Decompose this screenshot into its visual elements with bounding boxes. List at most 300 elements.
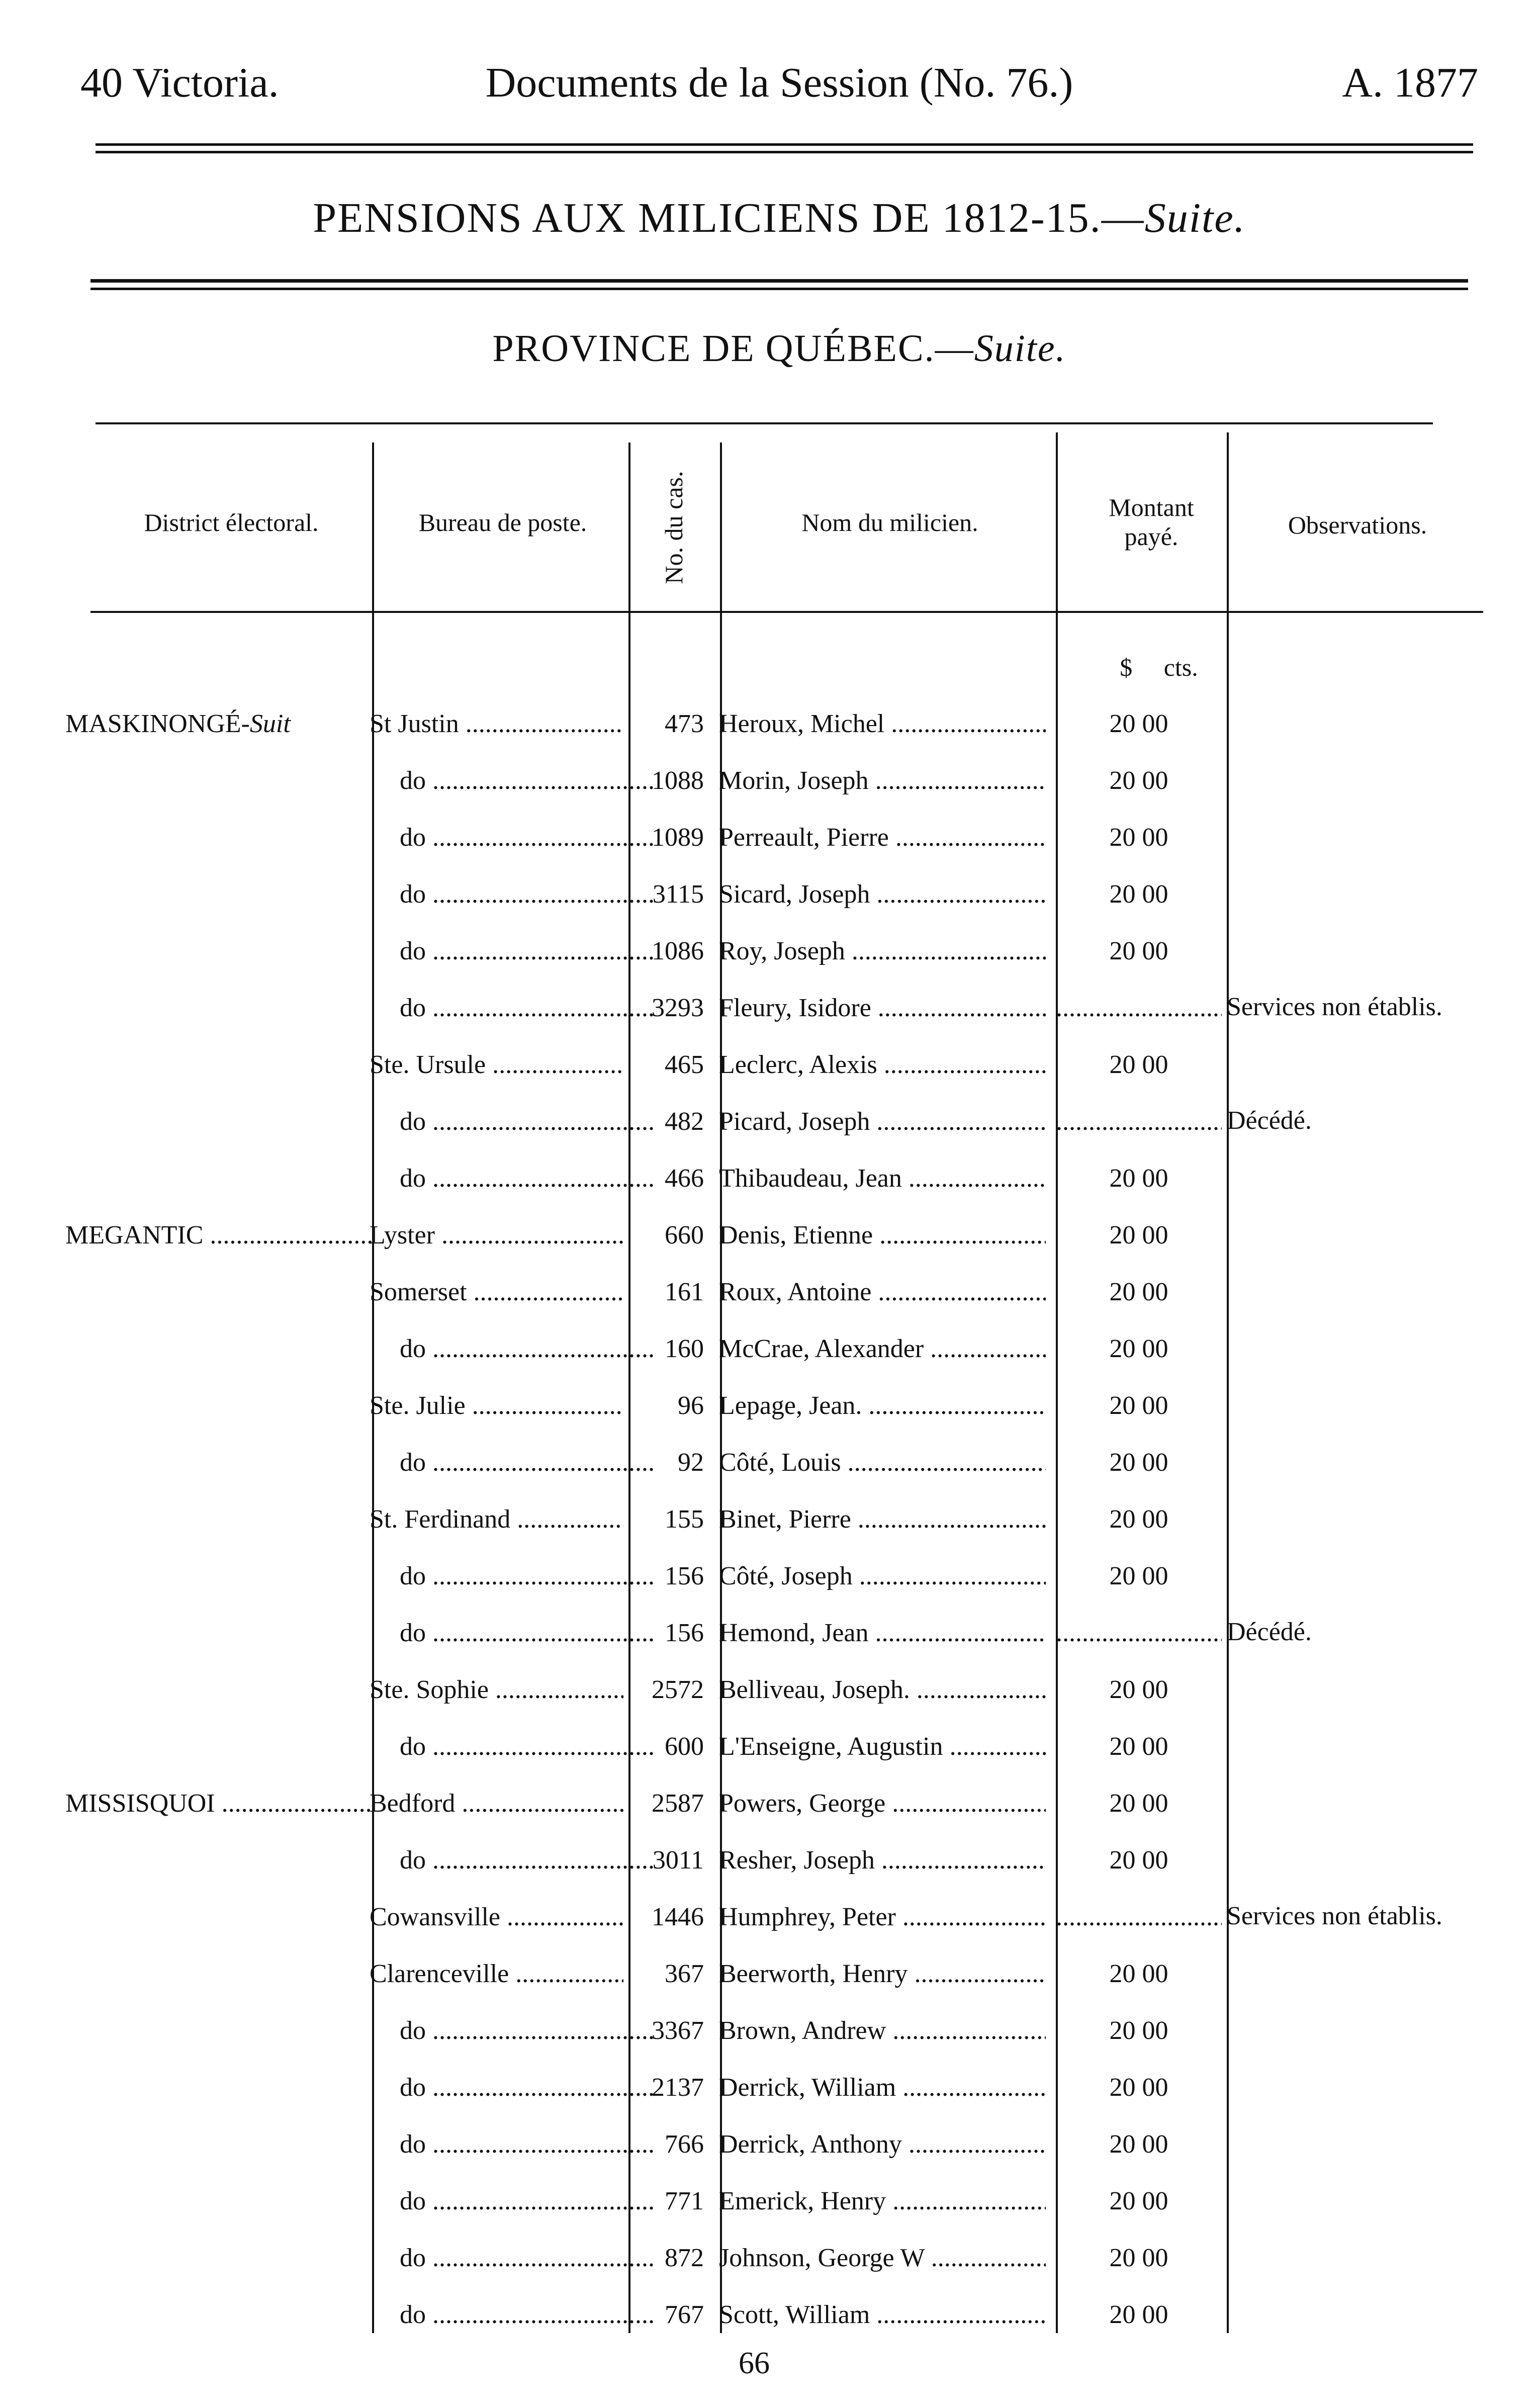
- militia-name-cell: [719, 936, 1046, 966]
- militia-name-cell-text: L'Enseigne, Augustin .....: [719, 1732, 1046, 1762]
- table-row: [0, 1164, 1540, 1220]
- case-number-cell: [628, 2243, 704, 2273]
- bureau-cell: [370, 1789, 623, 1819]
- observation-cell: [1227, 2129, 1488, 2195]
- case-number-cell-text: 96: [678, 1391, 704, 1420]
- case-number-cell: [628, 709, 704, 739]
- case-number-cell-text: 160: [665, 1334, 704, 1363]
- leader-dots: [203, 1221, 372, 1250]
- amount-cell: [1056, 993, 1222, 1023]
- amount-cell: [1056, 1732, 1222, 1762]
- militia-name-cell: [719, 1675, 1046, 1705]
- militia-name-cell: [719, 2129, 1046, 2160]
- militia-name-cell-text: Picard, Joseph .....: [719, 1107, 1046, 1137]
- column-header-montant: Montant payé.: [1109, 493, 1194, 551]
- case-number-cell: [628, 1675, 704, 1705]
- militia-name-cell: [719, 1902, 1046, 1932]
- amount-cell-text: 20 00: [1109, 1391, 1168, 1420]
- bureau-cell-text: do .....: [400, 1845, 654, 1876]
- militia-name-cell-text: Perreault, Pierre .....: [719, 823, 1046, 853]
- case-number-cell: [628, 1902, 704, 1932]
- bureau-cell: [370, 766, 654, 796]
- militia-name-cell: [719, 2016, 1046, 2046]
- bureau-cell: [370, 1220, 623, 1251]
- militia-name-cell-text: Sicard, Joseph .....: [719, 879, 1046, 910]
- militia-name-cell-text: Powers, George .....: [719, 1789, 1046, 1819]
- observation-cell: [1227, 2300, 1488, 2365]
- case-number-cell: [628, 1504, 704, 1535]
- amount-cell-text: 20 00: [1109, 709, 1168, 738]
- observation-cell: [1227, 2016, 1488, 2081]
- case-number-cell: [628, 2073, 704, 2103]
- amount-cell-text: [1056, 1902, 1222, 1932]
- table-header-rule: [90, 611, 1483, 613]
- case-number-cell: [628, 936, 704, 966]
- bureau-cell-text: St. Ferdinand .....: [370, 1504, 623, 1535]
- page-title-suffix: Suite.: [1144, 195, 1246, 241]
- observation-cell-text: Décédé.: [1227, 1618, 1312, 1646]
- amount-cell-text: 20 00: [1109, 937, 1168, 965]
- bureau-cell-text: do .....: [400, 2073, 654, 2103]
- militia-name-cell-text: Thibaudeau, Jean .....: [719, 1164, 1046, 1194]
- case-number-cell: [628, 879, 704, 910]
- table-row: [0, 1334, 1540, 1391]
- case-number-cell-text: 872: [665, 2244, 704, 2272]
- amount-cell: [1056, 766, 1222, 796]
- table-row: [0, 1391, 1540, 1448]
- observation-cell-text: Décédé.: [1227, 1107, 1312, 1135]
- militia-name-cell: [719, 709, 1046, 739]
- case-number-cell: [628, 2186, 704, 2216]
- title-rule-top: [90, 279, 1468, 283]
- bureau-cell-text: do .....: [400, 1448, 654, 1478]
- militia-name-cell: [719, 1618, 1046, 1648]
- amount-cell: [1056, 1504, 1222, 1535]
- bureau-cell: [370, 2243, 654, 2273]
- militia-name-cell: [719, 1448, 1046, 1478]
- amount-cell-text: 20 00: [1109, 1050, 1168, 1079]
- table-row: [0, 1504, 1540, 1561]
- militia-name-cell: [719, 1164, 1046, 1194]
- amount-cell-text: 20 00: [1109, 823, 1168, 852]
- amount-cell-text: 20 00: [1109, 1562, 1168, 1590]
- militia-name-cell-text: Derrick, Anthony .....: [719, 2129, 1046, 2160]
- case-number-cell-text: 2137: [652, 2073, 704, 2102]
- header-center: Documents de la Session (No. 76.): [485, 59, 1073, 106]
- case-number-cell: [628, 1959, 704, 1989]
- amount-cell: [1056, 879, 1222, 910]
- amount-cell: [1056, 2073, 1222, 2103]
- amount-cell-text: 20 00: [1109, 2187, 1168, 2215]
- amount-cell: [1056, 1107, 1222, 1137]
- bureau-cell-text: Ste. Sophie .....: [370, 1675, 623, 1705]
- case-number-cell: [628, 1107, 704, 1137]
- bureau-cell-text: do .....: [400, 1164, 654, 1194]
- bureau-cell: [370, 1959, 623, 1989]
- amount-cell: [1056, 1050, 1222, 1080]
- table-row: [0, 1618, 1540, 1675]
- column-header-observations: Observations.: [1288, 511, 1427, 539]
- case-number-cell: [628, 1789, 704, 1819]
- table-row: [0, 1845, 1540, 1902]
- militia-name-cell: [719, 1789, 1046, 1819]
- bureau-cell-text: Lyster .....: [370, 1220, 623, 1251]
- district-cell: [65, 1220, 372, 1251]
- militia-name-cell: [719, 2073, 1046, 2103]
- case-number-cell-text: 771: [665, 2187, 704, 2215]
- observation-cell-text: Services non établis.: [1227, 1902, 1442, 1930]
- amount-cell: [1056, 1561, 1222, 1591]
- case-number-cell-text: 465: [665, 1050, 704, 1079]
- table-row: [0, 1959, 1540, 2016]
- bureau-cell-text: do .....: [400, 2243, 654, 2273]
- table-row: [0, 2073, 1540, 2129]
- militia-name-cell-text: Roy, Joseph .....: [719, 936, 1046, 966]
- amount-cell: [1056, 936, 1222, 966]
- case-number-cell-text: 3115: [652, 880, 704, 909]
- observation-cell: [1227, 936, 1488, 1002]
- militia-name-cell: [719, 1050, 1046, 1080]
- observation-cell: [1227, 1050, 1488, 1115]
- militia-name-cell: [719, 1334, 1046, 1364]
- bureau-cell-text: Ste. Julie .....: [370, 1391, 623, 1421]
- amount-cell-text: 20 00: [1109, 1164, 1168, 1193]
- bureau-cell-text: do .....: [400, 879, 654, 910]
- bureau-cell: [370, 709, 623, 739]
- militia-name-cell-text: Scott, William .....: [719, 2300, 1046, 2330]
- amount-cell-text: 20 00: [1109, 766, 1168, 795]
- amount-cell-text: 20 00: [1109, 1732, 1168, 1761]
- observation-cell: [1227, 1334, 1488, 1399]
- bureau-cell-text: do .....: [400, 993, 654, 1023]
- case-number-cell: [628, 993, 704, 1023]
- bureau-cell: [370, 1561, 654, 1591]
- militia-name-cell: [719, 1107, 1046, 1137]
- observation-cell: [1227, 1618, 1488, 1683]
- observation-cell: [1227, 1902, 1488, 1968]
- amount-cell-text: [1056, 1618, 1222, 1648]
- observation-cell: [1227, 2186, 1488, 2252]
- bureau-cell: [370, 1448, 654, 1478]
- case-number-cell-text: 473: [665, 709, 704, 738]
- bureau-cell-text: Clarenceville .....: [370, 1959, 623, 1989]
- district-text: MISSISQUOI: [65, 1789, 215, 1818]
- militia-name-cell: [719, 2186, 1046, 2216]
- bureau-cell-text: do .....: [400, 1334, 654, 1364]
- bureau-cell: [370, 1391, 623, 1421]
- amount-cell: [1056, 1391, 1222, 1421]
- amount-cell: [1056, 1789, 1222, 1819]
- amount-cell: [1056, 1902, 1222, 1932]
- district-cell: [65, 1789, 372, 1819]
- table-row: [0, 766, 1540, 823]
- amount-cell: [1056, 1618, 1222, 1648]
- case-number-cell: [628, 1732, 704, 1762]
- bureau-cell: [370, 993, 654, 1023]
- case-number-cell-text: 156: [665, 1562, 704, 1590]
- bureau-cell-text: Cowansville .....: [370, 1902, 623, 1932]
- bureau-cell: [370, 1050, 623, 1080]
- section-subtitle: [80, 327, 1478, 371]
- bureau-cell-text: Ste. Ursule .....: [370, 1050, 623, 1080]
- case-number-cell-text: 466: [665, 1164, 704, 1193]
- militia-name-cell: [719, 2300, 1046, 2330]
- case-number-cell: [628, 1561, 704, 1591]
- bureau-cell-text: do .....: [400, 1561, 654, 1591]
- leader-dots: [215, 1789, 372, 1818]
- amount-cell: [1056, 1220, 1222, 1251]
- page-title: [80, 194, 1478, 242]
- case-number-cell-text: 660: [665, 1221, 704, 1250]
- table-row: [0, 1220, 1540, 1277]
- section-subtitle-main: PROVINCE DE QUÉBEC.—: [492, 327, 974, 370]
- bureau-cell-text: St Justin .....: [370, 709, 623, 739]
- amount-cell: [1056, 2129, 1222, 2160]
- militia-name-cell-text: Denis, Etienne .....: [719, 1220, 1046, 1251]
- case-number-cell: [628, 1220, 704, 1251]
- militia-name-cell: [719, 1277, 1046, 1307]
- bureau-cell-text: Somerset .....: [370, 1277, 623, 1307]
- militia-name-cell-text: Derrick, William .....: [719, 2073, 1046, 2103]
- militia-name-cell-text: Resher, Joseph .....: [719, 1845, 1046, 1876]
- bureau-cell: [370, 1504, 623, 1535]
- bureau-cell-text: do .....: [400, 2300, 654, 2330]
- bureau-cell-text: do .....: [400, 936, 654, 966]
- case-number-cell: [628, 766, 704, 796]
- amount-cell-text: 20 00: [1109, 2300, 1168, 2329]
- table-row: [0, 1902, 1540, 1959]
- case-number-cell-text: 161: [665, 1278, 704, 1306]
- district-cell: [65, 709, 372, 739]
- amount-cell: [1056, 2186, 1222, 2216]
- militia-name-cell: [719, 2243, 1046, 2273]
- table-row: [0, 1277, 1540, 1334]
- amount-cell: [1056, 2016, 1222, 2046]
- observation-cell: [1227, 1675, 1488, 1740]
- page-number: 66: [739, 2346, 770, 2380]
- amount-cell-text: [1056, 1107, 1222, 1137]
- case-number-cell: [628, 2129, 704, 2160]
- case-number-cell-text: 766: [665, 2130, 704, 2159]
- amount-cell: [1056, 823, 1222, 853]
- case-number-cell-text: 1446: [652, 1903, 704, 1931]
- case-number-cell-text: 1086: [652, 937, 704, 965]
- case-number-cell-text: 156: [665, 1619, 704, 1647]
- case-number-cell-text: 2572: [652, 1675, 704, 1704]
- bureau-cell-text: do .....: [400, 2186, 654, 2216]
- militia-name-cell: [719, 1561, 1046, 1591]
- observation-cell: [1227, 1561, 1488, 1627]
- observation-cell: [1227, 766, 1488, 831]
- militia-name-cell: [719, 993, 1046, 1023]
- bureau-cell-text: do .....: [400, 1618, 654, 1648]
- table-row: [0, 2186, 1540, 2243]
- case-number-cell-text: 3011: [652, 1846, 704, 1875]
- observation-cell: [1227, 1107, 1488, 1172]
- amount-cell-text: [1056, 993, 1222, 1023]
- bureau-cell: [370, 1107, 654, 1137]
- case-number-cell: [628, 2016, 704, 2046]
- table-row: [0, 823, 1540, 879]
- table-row: [0, 1050, 1540, 1107]
- district-text: MASKINONGÉ-: [65, 709, 250, 738]
- observation-cell: [1227, 993, 1488, 1058]
- header-right: A. 1877: [1342, 59, 1478, 106]
- militia-name-cell-text: Fleury, Isidore .....: [719, 993, 1046, 1023]
- amount-cell-text: 20 00: [1109, 1334, 1168, 1363]
- column-header-district: District électoral.: [144, 508, 319, 537]
- case-number-cell: [628, 1334, 704, 1364]
- bureau-cell: [370, 1675, 623, 1705]
- bureau-cell: [370, 1845, 654, 1876]
- militia-name-cell-text: Belliveau, Joseph. .....: [719, 1675, 1046, 1705]
- case-number-cell: [628, 1448, 704, 1478]
- case-number-cell: [628, 1277, 704, 1307]
- table-row: [0, 879, 1540, 936]
- bureau-cell-text: do .....: [400, 1107, 654, 1137]
- amount-cell: [1056, 1277, 1222, 1307]
- militia-name-cell: [719, 1504, 1046, 1535]
- table-row: [0, 1561, 1540, 1618]
- case-number-cell-text: 767: [665, 2300, 704, 2329]
- amount-cell-text: 20 00: [1109, 1505, 1168, 1534]
- case-number-cell-text: 3293: [652, 994, 704, 1022]
- case-number-cell: [628, 1845, 704, 1876]
- amount-cell-text: 20 00: [1109, 1448, 1168, 1477]
- militia-name-cell-text: Roux, Antoine .....: [719, 1277, 1046, 1307]
- militia-name-cell-text: Leclerc, Alexis .....: [719, 1050, 1046, 1080]
- observation-cell: [1227, 1959, 1488, 2024]
- table-row: [0, 1107, 1540, 1164]
- amount-cell-text: 20 00: [1109, 1675, 1168, 1704]
- table-row: [0, 993, 1540, 1050]
- observation-cell: [1227, 1789, 1488, 1854]
- observation-cell: [1227, 823, 1488, 888]
- case-number-cell-text: 482: [665, 1107, 704, 1136]
- page-title-main: PENSIONS AUX MILICIENS DE 1812-15.—: [313, 195, 1145, 241]
- bureau-cell: [370, 1334, 654, 1364]
- observation-cell: [1227, 2073, 1488, 2138]
- militia-name-cell-text: Hemond, Jean .....: [719, 1618, 1046, 1648]
- militia-name-cell-text: Johnson, George W .....: [719, 2243, 1046, 2273]
- bureau-cell: [370, 879, 654, 910]
- bureau-cell: [370, 2016, 654, 2046]
- district-suffix-text: Suit: [249, 709, 291, 738]
- table-top-rule: [96, 422, 1433, 424]
- amount-cell-text: 20 00: [1109, 2244, 1168, 2272]
- bureau-cell: [370, 936, 654, 966]
- amount-cell-text: 20 00: [1109, 2130, 1168, 2159]
- bureau-cell: [370, 1164, 654, 1194]
- amount-cell-text: 20 00: [1109, 1959, 1168, 1988]
- militia-name-cell-text: Heroux, Michel .....: [719, 709, 1046, 739]
- observation-cell: [1227, 1732, 1488, 1797]
- observation-cell: [1227, 1504, 1488, 1570]
- militia-name-cell-text: Emerick, Henry .....: [719, 2186, 1046, 2216]
- militia-name-cell-text: McCrae, Alexander .....: [719, 1334, 1046, 1364]
- bureau-cell: [370, 1618, 654, 1648]
- case-number-cell-text: 155: [665, 1505, 704, 1534]
- observation-cell: [1227, 1277, 1488, 1343]
- bureau-cell: [370, 2186, 654, 2216]
- amount-cell: [1056, 1164, 1222, 1194]
- amount-cell: [1056, 2300, 1222, 2330]
- case-number-cell-text: 2587: [652, 1789, 704, 1818]
- amount-cell-text: 20 00: [1109, 1278, 1168, 1306]
- observation-cell: [1227, 2243, 1488, 2308]
- header-rule-bottom: [96, 151, 1473, 153]
- bureau-cell-text: Bedford .....: [370, 1789, 623, 1819]
- bureau-cell: [370, 2129, 654, 2160]
- amount-cell: [1056, 1448, 1222, 1478]
- amount-cell-text: 20 00: [1109, 2073, 1168, 2102]
- table-row: [0, 2243, 1540, 2300]
- bureau-cell: [370, 2300, 654, 2330]
- amount-cell: [1056, 2243, 1222, 2273]
- case-number-cell: [628, 1164, 704, 1194]
- table-row: [0, 1732, 1540, 1789]
- column-header-nom: Nom du milicien.: [801, 508, 978, 537]
- table-row: [0, 1448, 1540, 1504]
- militia-name-cell-text: Lepage, Jean. .....: [719, 1391, 1046, 1421]
- case-number-cell: [628, 1050, 704, 1080]
- amount-cell-text: 20 00: [1109, 1846, 1168, 1875]
- militia-name-cell-text: Côté, Louis .....: [719, 1448, 1046, 1478]
- bureau-cell: [370, 823, 654, 853]
- district-text: MEGANTIC: [65, 1221, 204, 1250]
- militia-name-cell: [719, 766, 1046, 796]
- militia-name-cell: [719, 823, 1046, 853]
- case-number-cell-text: 3367: [652, 2016, 704, 2045]
- case-number-cell-text: 600: [665, 1732, 704, 1761]
- militia-name-cell: [719, 879, 1046, 910]
- amount-cell: [1056, 1959, 1222, 1989]
- running-head: [80, 55, 1478, 111]
- table-row: [0, 1789, 1540, 1845]
- table-row: [0, 936, 1540, 993]
- table-row: [0, 2016, 1540, 2073]
- observation-cell: [1227, 709, 1488, 774]
- bureau-cell-text: do .....: [400, 1732, 654, 1762]
- militia-name-cell-text: Humphrey, Peter .....: [719, 1902, 1046, 1932]
- case-number-cell-text: 1089: [652, 823, 704, 852]
- amount-cell-text: 20 00: [1109, 880, 1168, 909]
- observation-cell: [1227, 1845, 1488, 1911]
- militia-name-cell: [719, 1220, 1046, 1251]
- militia-name-cell: [719, 1391, 1046, 1421]
- observation-cell-text: Services non établis.: [1227, 993, 1442, 1021]
- observation-cell: [1227, 1448, 1488, 1513]
- bureau-cell: [370, 2073, 654, 2103]
- militia-name-cell: [719, 1845, 1046, 1876]
- observation-cell: [1227, 1391, 1488, 1456]
- bureau-cell: [370, 1902, 623, 1932]
- case-number-cell: [628, 2300, 704, 2330]
- case-number-cell-text: 92: [678, 1448, 704, 1477]
- observation-cell: [1227, 1220, 1488, 1286]
- bureau-cell-text: do .....: [400, 766, 654, 796]
- militia-name-cell-text: Binet, Pierre .....: [719, 1504, 1046, 1535]
- observation-cell: [1227, 1164, 1488, 1229]
- header-rule-top: [96, 143, 1473, 146]
- column-header-bureau: Bureau de poste.: [418, 508, 587, 537]
- bureau-cell-text: do .....: [400, 2016, 654, 2046]
- bureau-cell: [370, 1732, 654, 1762]
- case-number-cell: [628, 1618, 704, 1648]
- amount-cell-text: 20 00: [1109, 1221, 1168, 1250]
- header-left: 40 Victoria.: [80, 59, 279, 106]
- amount-cell: [1056, 1845, 1222, 1876]
